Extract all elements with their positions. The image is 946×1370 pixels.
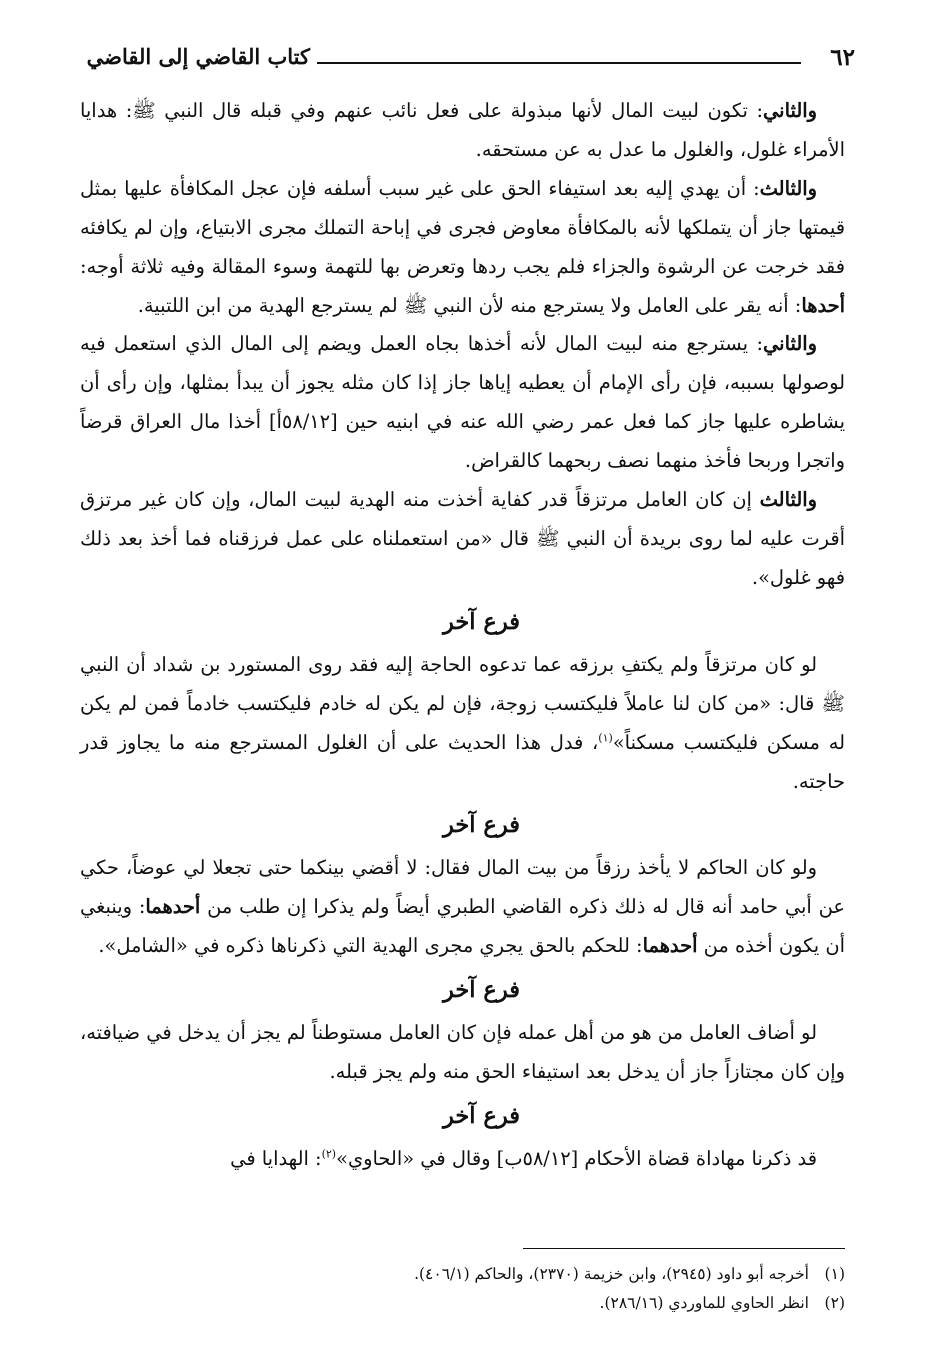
paragraph	[80, 481, 845, 598]
footnote-number: (٢)	[824, 1294, 845, 1312]
section-heading: فرع آخر	[442, 608, 520, 635]
paragraph-text: : يسترجع منه لبيت المال لأنه أخذها بجاه العمل ويضم إلى المال الذي استعمل فيه لوصولها بسببه، فإن رأى الإمام أن يعطيه إياها جاز إذا كان مثله يجوز أن يبدأ بمثلها، وإن رأى أن يشاطره عليها جاز كما فعل عمر رضي الله عنه في ابنيه حين [٥٨/١٢أ] أخذا مال العراق قرضاً واتجرا وربحا فأخذ منهما نصف ربحهما كالقراض.	[80, 332, 845, 473]
footnote-separator	[523, 1248, 845, 1249]
book-title: كتاب القاضي إلى القاضي	[86, 44, 310, 69]
header-rule	[317, 62, 801, 64]
paragraph	[80, 849, 845, 966]
page-number: ٦٢	[830, 44, 855, 71]
section-heading: فرع آخر	[442, 977, 520, 1004]
paragraph	[80, 646, 845, 802]
paragraph-text: إن كان العامل مرتزقاً قدر كفاية أخذت منه الهدية لبيت المال، وإن كان غير مرتزق أقرت عليه لما روى بريدة أن النبي ﷺ قال «من استعملناه على عمل فرزقناه فما أخذ بعد ذلك فهو غلول».	[80, 488, 845, 589]
paragraph-text: ولو كان الحاكم لا يأخذ رزقاً من بيت المال فقال: لا أقضي بينكما حتى تجعلا لي عوضاً، حكي عن أبي حامد أنه قال له ذلك ذكره القاضي الطبري أيضاً ولم يذكرا إن طلب من	[80, 856, 846, 919]
footnote-ref: (٢)	[321, 1147, 337, 1161]
paragraph-label: والثالث	[759, 488, 817, 512]
section-heading: فرع آخر	[442, 812, 520, 839]
footnote-number: (١)	[824, 1265, 845, 1283]
paragraph	[80, 170, 845, 326]
footnote	[200, 1289, 845, 1318]
section-heading: فرع آخر	[442, 1102, 520, 1129]
footnote-text: أخرجه أبو داود (٢٩٤٥)، وابن خزيمة (٢٣٧٠)، والحاكم (٤٠٦/١).	[414, 1265, 809, 1283]
paragraph-text: ، فدل هذا الحديث على أن الغلول المسترجع منه ما يجاوز قدر حاجته.	[80, 730, 845, 793]
footnotes	[200, 1260, 845, 1318]
paragraph	[80, 1014, 845, 1092]
paragraph-text: : تكون لبيت المال لأنها مبذولة على فعل نائب عنهم وفي قبله قال النبي ﷺ: هدايا الأمراء غلول، والغلول ما عدل به عن مستحقه.	[80, 99, 845, 161]
footnote-ref: (١)	[598, 731, 613, 745]
paragraph	[80, 92, 845, 170]
paragraph-label: والثاني	[763, 99, 817, 122]
main-text	[80, 92, 845, 1179]
paragraph	[80, 325, 845, 481]
paragraph-text: : الهدايا في	[230, 1146, 322, 1170]
paragraph-text: لو أضاف العامل من هو من أهل عمله فإن كان العامل مستوطناً لم يجز أن يدخل في ضيافته، وإن كان مجتازاً جاز أن يدخل بعد استيفاء الحق منه ولم يجز قبله.	[80, 1021, 845, 1084]
paragraph-text: : أن يهدي إليه بعد استيفاء الحق على غير سبب أسلفه فإن عجل المكافأة عليها بمثل قيمتها جاز أن يتملكها لأنه بالمكافأة معاوض فجرى في إباحة التملك مجرى الابتياع، وإن لم يكافئه فقد خرجت عن الرشوة والجزاء فلم يجب ردها وتعرض بها للتهمة وسوء المقالة وفيه ثلاثة أوجه:	[80, 176, 845, 278]
footnote-text: انظر الحاوي للماوردي (٢٨٦/١٦).	[599, 1294, 809, 1312]
paragraph	[80, 1140, 845, 1179]
paragraph-text: قد ذكرنا مهاداة قضاة الأحكام [٥٨/١٢ب] وقال في «الحاوي»	[336, 1146, 817, 1170]
paragraph-label: والثالث	[759, 176, 817, 200]
footnote	[200, 1260, 845, 1289]
paragraph-label: والثاني	[763, 332, 817, 356]
paragraph-text: لو كان مرتزقاً ولم يكتفِ برزقه عما تدعوه الحاجة إليه فقد روى المستورد بن شداد أن النبي ﷺ قال: «من كان لنا عاملاً فليكتسب زوجة، فإن لم يكن له خادم فليكتسب خادماً فمن لم يكن له مسكن فليكتسب مسكناً»	[80, 652, 846, 754]
paragraph-label: أحدهما	[642, 934, 698, 958]
paragraph-text: : أنه يقر على العامل ولا يسترجع منه لأن النبي ﷺ لم يسترجع الهدية من ابن اللتبية.	[137, 293, 802, 317]
paragraph-text: : للحكم بالحق يجري مجرى الهدية التي ذكرناها ذكره في «الشامل».	[98, 934, 643, 958]
paragraph-label: أحدها	[801, 293, 845, 317]
paragraph-text: : وينبغي أن يكون أخذه من	[80, 895, 845, 958]
page-header	[70, 40, 855, 84]
paragraph-label: أحدهما	[145, 895, 201, 919]
